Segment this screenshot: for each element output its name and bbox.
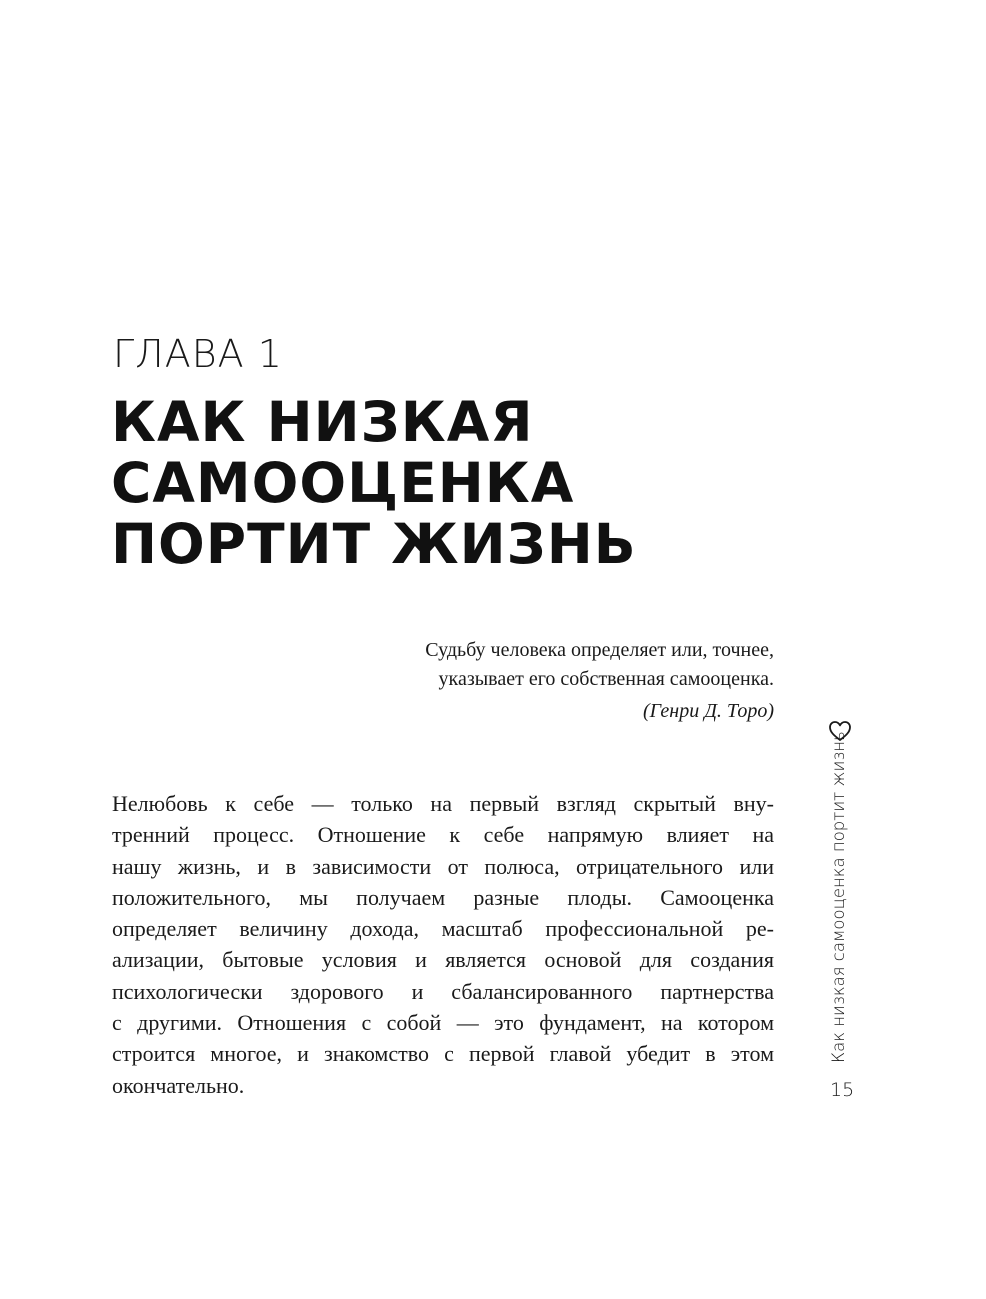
page-number: 15	[830, 1079, 855, 1101]
epigraph-author: (Генри Д. Торо)	[642, 700, 774, 722]
body-line: окончательно.	[112, 1072, 245, 1098]
body-line: нашу жизнь, и в зависимости от полюса, отрицательного или	[112, 853, 774, 879]
chapter-title-line: САМООЦЕНКА	[111, 451, 575, 515]
running-head: Как низкая самооценка портит жизнь	[829, 731, 848, 1063]
body-line: психологически здорового и сбалансированного партнерства	[112, 978, 774, 1004]
chapter-title	[111, 392, 811, 575]
epigraph-line: Судьбу человека определяет или, точнее,	[425, 639, 774, 661]
body-line: строится многое, и знакомство с первой главой убедит в этом	[112, 1041, 774, 1067]
body-line: определяет величину дохода, масштаб профессиональной ре-	[112, 916, 774, 942]
body-line: ализации, бытовые условия и является основой для создания	[112, 947, 774, 973]
epigraph-line: указывает его собственная самооценка.	[438, 668, 774, 690]
body-paragraph	[112, 788, 774, 1101]
body-line: Нелюбовь к себе — только на первый взгляд скрытый вну-	[112, 791, 774, 816]
body-line: положительного, мы получаем разные плоды. Самооценка	[112, 884, 774, 910]
epigraph	[300, 636, 774, 726]
body-line: с другими. Отношения с собой — это фундамент, на котором	[112, 1010, 774, 1036]
chapter-title-line: КАК НИЗКАЯ	[111, 390, 534, 454]
body-line: тренний процесс. Отношение к себе напрямую влияет на	[112, 822, 774, 848]
chapter-title-line: ПОРТИТ ЖИЗНЬ	[111, 512, 637, 576]
chapter-label: ГЛАВА 1	[113, 332, 283, 376]
